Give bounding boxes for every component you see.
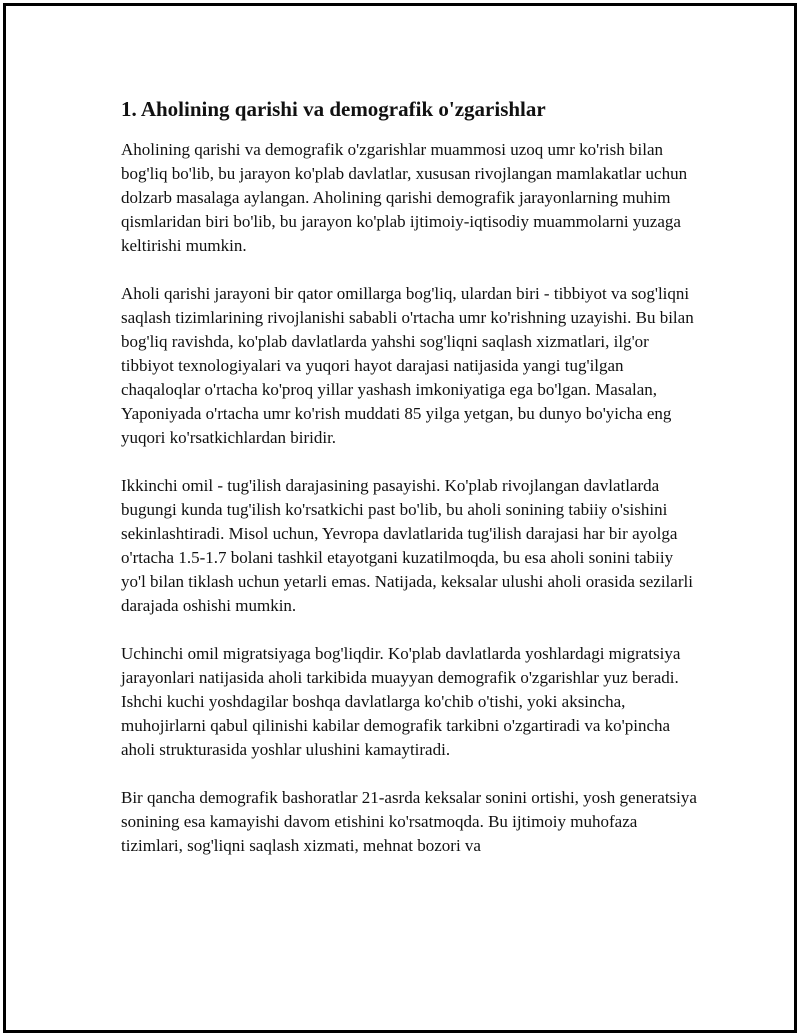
paragraph-5: Bir qancha demografik bashoratlar 21-asrda keksalar sonini ortishi, yosh generatsiya sonining esa kamayishi davom etishini ko'rsatmoqda. Bu ijtimoiy muhofaza tizimlari, sog'liqni saqlash xizmati, mehnat bozori va	[121, 788, 697, 855]
paragraph-4: Uchinchi omil migratsiyaga bog'liqdir. Ko'plab davlatlarda yoshlardagi migratsiya jarayonlari natijasida aholi tarkibida muayyan demografik o'zgarishlar yuz beradi. Ishchi kuchi yoshdagilar boshqa davlatlarga ko'chib o'tishi, yoki aksincha, muhojirlarni qabul qilinishi kabilar demografik tarkibni o'zgartiradi va ko'pincha aholi strukturasida yoshlar ulushini kamaytiradi.	[121, 644, 681, 759]
section-heading: 1. Aholining qarishi va demografik o'zgarishlar	[121, 97, 546, 121]
document-page	[3, 3, 797, 1033]
paragraph-3: Ikkinchi omil - tug'ilish darajasining pasayishi. Ko'plab rivojlangan davlatlarda bugungi kunda tug'ilish ko'rsatkichi past bo'lib, bu aholi sonining tabiiy o'sishini sekinlashtiradi. Misol uchun, Yevropa davlatlarida tug'ilish darajasi har bir ayolga o'rtacha 1.5-1.7 bolani tashkil etayotgani kuzatilmoqda, bu esa aholi sonini tabiiy yo'l bilan tiklash uchun yetarli emas. Natijada, keksalar ulushi aholi orasida sezilarli darajada oshishi mumkin.	[121, 476, 693, 615]
document-body	[121, 96, 701, 882]
paragraph-1: Aholining qarishi va demografik o'zgarishlar muammosi uzoq umr ko'rish bilan bog'liq bo'lib, bu jarayon ko'plab davlatlar, xususan rivojlangan mamlakatlar uchun dolzarb masalaga aylangan. Aholining qarishi demografik jarayonlarning muhim qismlaridan biri bo'lib, bu jarayon ko'plab ijtimoiy-iqtisodiy muammolarni yuzaga keltirishi mumkin.	[121, 140, 688, 255]
paragraph-2: Aholi qarishi jarayoni bir qator omillarga bog'liq, ulardan biri - tibbiyot va sog'liqni saqlash tizimlarining rivojlanishi sababli o'rtacha umr ko'rishning uzayishi. Bu bilan bog'liq ravishda, ko'plab davlatlarda yahshi sog'liqni saqlash xizmatlari, ilg'or tibbiyot texnologiyalari va yuqori hayot darajasi natijasida yangi tug'ilgan chaqaloqlar o'rtacha ko'proq yillar yashash imkoniyatiga ega bo'lgan. Masalan, Yaponiyada o'rtacha umr ko'rish muddati 85 yilga yetgan, bu dunyo bo'yicha eng yuqori ko'rsatkichlardan biridir.	[121, 284, 694, 447]
